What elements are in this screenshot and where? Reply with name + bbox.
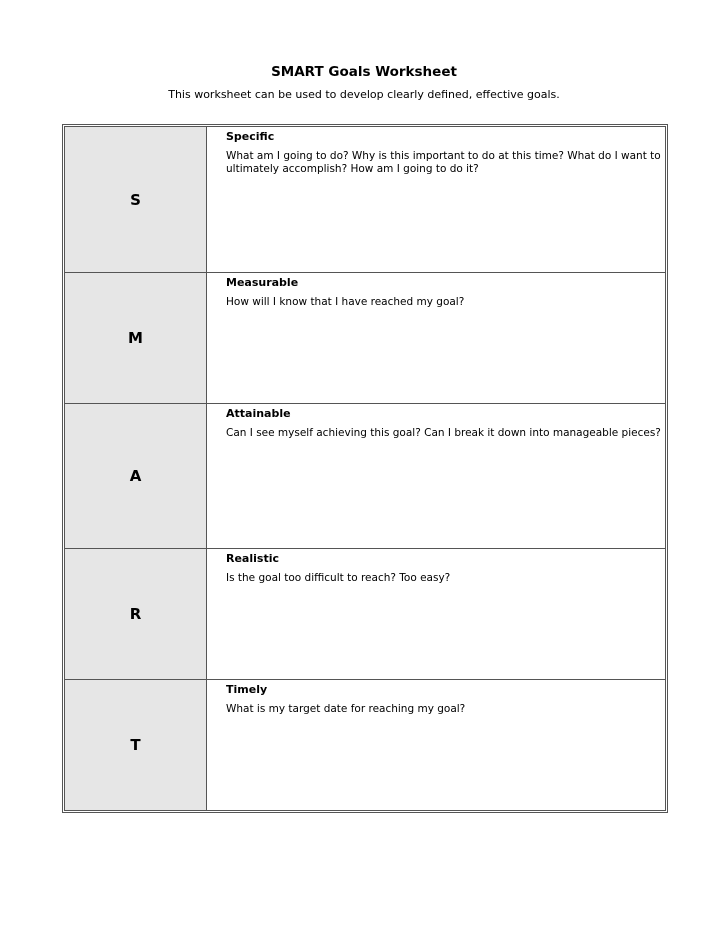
letter-r: R <box>129 605 142 623</box>
letter-a: A <box>129 467 142 485</box>
smart-goals-table <box>62 124 668 813</box>
prompt-measurable: How will I know that I have reached my goal? <box>226 296 465 308</box>
row-attainable <box>65 404 665 549</box>
letter-m: M <box>128 329 143 347</box>
heading-timely: Timely <box>226 683 268 696</box>
prompt-specific: What am I going to do? Why is this important to do at this time? What do I want to ultimately accomplish? How am I going to do it? <box>226 150 661 175</box>
row-timely <box>65 680 665 810</box>
letter-cell-m <box>65 273 207 403</box>
content-cell-timely[interactable] <box>207 680 665 810</box>
content-cell-attainable[interactable] <box>207 404 665 548</box>
letter-cell-s <box>65 127 207 272</box>
letter-cell-a <box>65 404 207 548</box>
row-specific <box>65 127 665 273</box>
row-realistic <box>65 549 665 680</box>
heading-specific: Specific <box>226 130 275 143</box>
letter-cell-r <box>65 549 207 679</box>
letter-t: T <box>130 736 141 754</box>
worksheet-subtitle: This worksheet can be used to develop clearly defined, effective goals. <box>168 88 560 101</box>
content-cell-realistic[interactable] <box>207 549 665 679</box>
prompt-realistic: Is the goal too difficult to reach? Too easy? <box>226 572 451 584</box>
worksheet-title: SMART Goals Worksheet <box>271 64 457 80</box>
heading-attainable: Attainable <box>226 407 291 420</box>
row-measurable <box>65 273 665 404</box>
content-cell-specific[interactable] <box>207 127 665 272</box>
letter-cell-t <box>65 680 207 810</box>
heading-realistic: Realistic <box>226 552 279 565</box>
prompt-attainable: Can I see myself achieving this goal? Can I break it down into manageable pieces? <box>226 427 661 439</box>
content-cell-measurable[interactable] <box>207 273 665 403</box>
letter-s: S <box>130 190 141 209</box>
prompt-timely: What is my target date for reaching my goal? <box>226 703 466 715</box>
heading-measurable: Measurable <box>226 276 299 289</box>
